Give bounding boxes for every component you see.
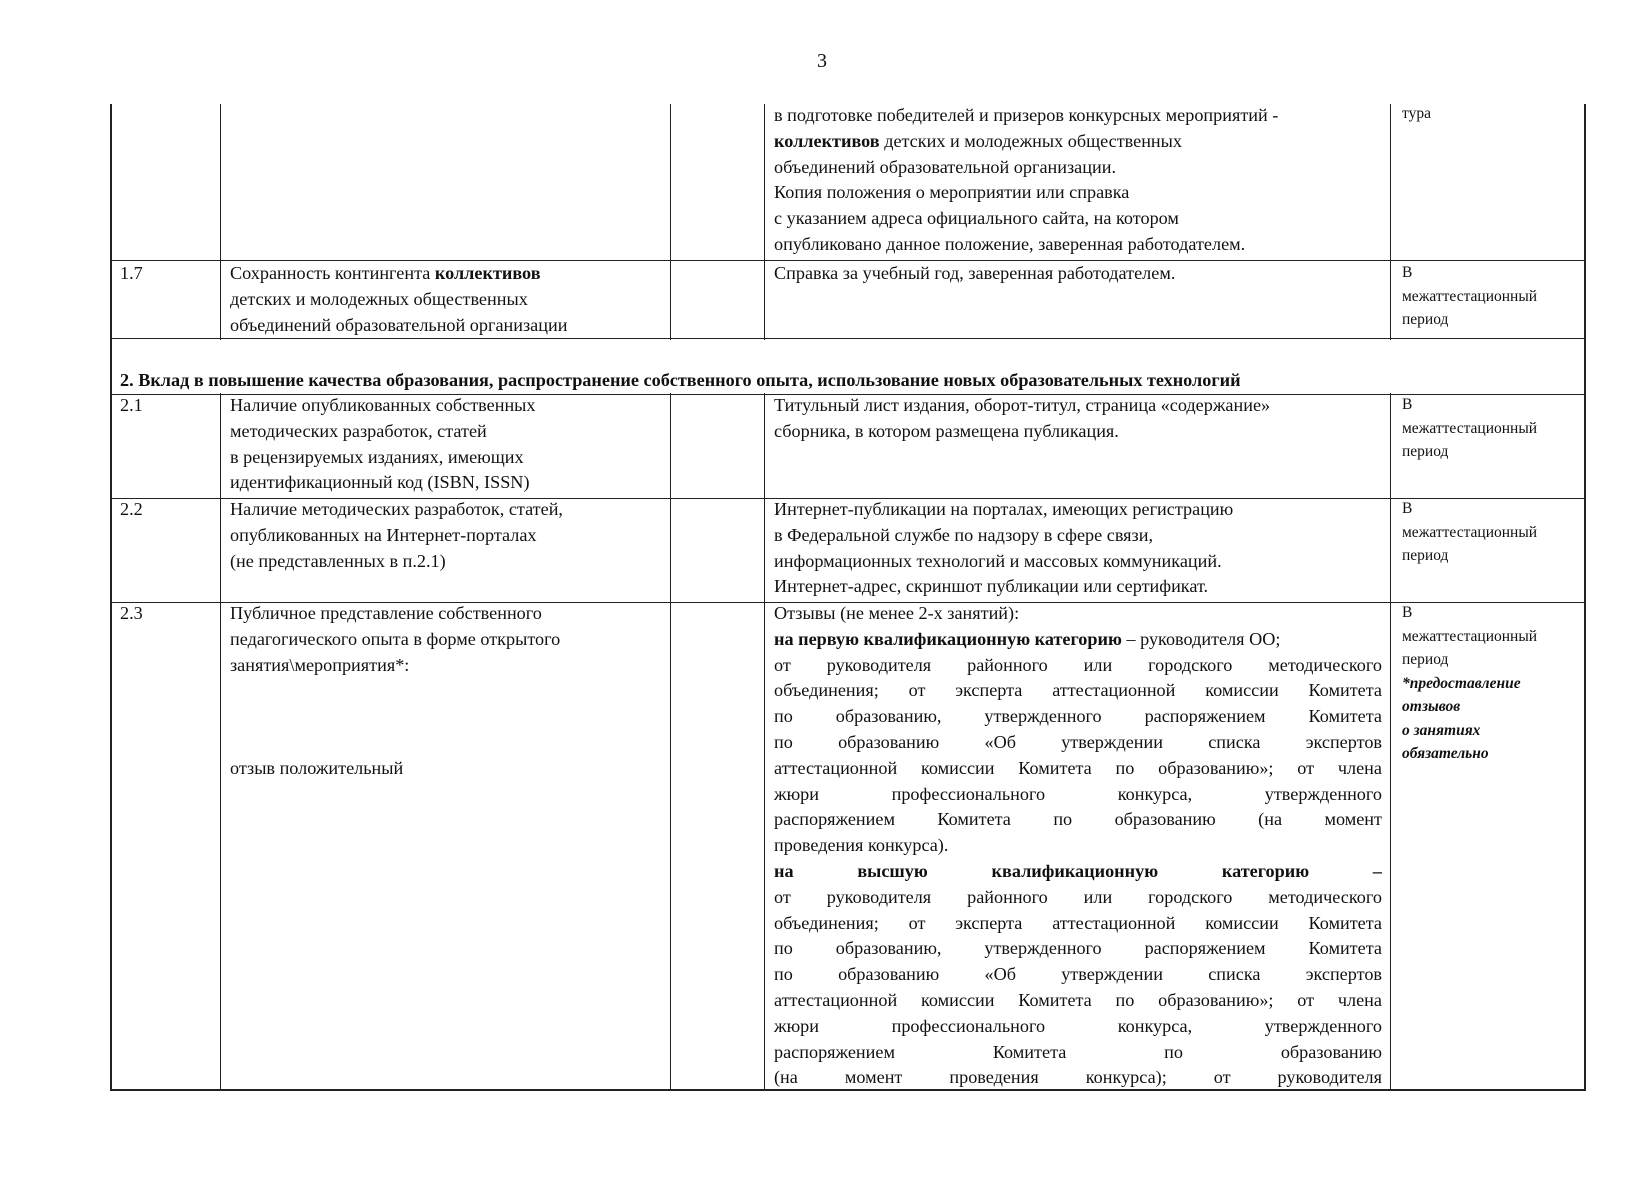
word: Комитета — [937, 809, 1011, 830]
indicator-text: Публичное представление собственного педагогического опыта в форме открытого занятия\мероприятия*: — [230, 603, 561, 675]
word: комиссии — [1205, 680, 1279, 701]
first-category-line — [774, 704, 1382, 730]
word: образованию — [838, 731, 940, 752]
word: жюри — [774, 1015, 819, 1036]
word: эксперта — [955, 912, 1023, 933]
word: городского — [1148, 654, 1233, 675]
first-category-line — [774, 653, 1382, 679]
row-number: 2.3 — [120, 603, 143, 623]
document-text: Справка за учебный год, заверенная работодателем. — [774, 263, 1176, 283]
document-text: Отзывы (не менее 2-х занятий): на первую квалификационную категорию – руководителя ОО; от руководителя районного или городского методического объединения; от эксперта аттестационной комиссии Комитета по образованию, утвержденного распоряжением Комитета по образованию «Об утверждении списка экспертов аттестационной комиссии Комитета по образованию»; от члена жюри профессионального конкурса, утвержденного распоряжением Комитета по образованию (на момент проведения конкурса). на высшую квалификационную категорию – от руководителя районного или городского методического объединения; от эксперта аттестационной комиссии Комитета по образованию, утвержденного распоряжением Комитета по образованию «Об утверждении списка экспертов аттестационной комиссии Комитета по образованию»; от члена жюри профессионального конкурса, утвержденного распоряжением Комитета по образованию (на момент проведения конкурса); от руководителя — [774, 601, 1382, 1091]
word: Комитета — [1018, 757, 1092, 778]
note-text: *предоставление — [1402, 674, 1521, 692]
first-category-line — [774, 782, 1382, 808]
word: или — [1083, 654, 1113, 675]
word: Комитета — [1308, 706, 1382, 727]
word: комиссии — [920, 757, 995, 778]
word: профессионального — [891, 783, 1046, 804]
word: проведения — [949, 1067, 1039, 1088]
word: списка — [1208, 731, 1261, 752]
word: по — [1053, 809, 1073, 830]
word: члена — [1337, 989, 1382, 1010]
word: от — [774, 886, 791, 907]
criteria-table — [110, 104, 1586, 1091]
first-category-line — [774, 756, 1382, 782]
word: списка — [1208, 964, 1261, 985]
word: – — [1372, 860, 1382, 881]
word: конкурса); — [1085, 1067, 1167, 1088]
second-category-heading — [774, 859, 1382, 885]
row-number: 2.2 — [120, 499, 143, 519]
period-text: тура — [1402, 105, 1431, 122]
word: момент — [844, 1067, 903, 1088]
second-category-line — [774, 988, 1382, 1014]
word: аттестационной — [774, 757, 898, 778]
word: по — [774, 706, 793, 727]
period-text: В межаттестационный период — [1402, 396, 1538, 460]
word: аттестационной — [1052, 680, 1176, 701]
word: образованию, — [835, 706, 942, 727]
word: по — [774, 731, 793, 752]
word: Комитета — [992, 1041, 1067, 1062]
word: утвержденного — [1264, 1015, 1382, 1036]
word: по — [1115, 757, 1135, 778]
word: по — [1164, 1041, 1183, 1062]
first-category-line — [774, 678, 1382, 704]
document-text: Интернет-публикации на порталах, имеющих регистрацию в Федеральной службе по надзору в сфере связи, информационных технологий и массовых коммуникаций. Интернет-адрес, скриншот публикации или сертификат. — [774, 499, 1234, 597]
word: (на — [774, 1067, 798, 1088]
column-divider — [1390, 104, 1391, 1091]
note-text: о занятиях — [1402, 721, 1481, 739]
word: комиссии — [1205, 912, 1279, 933]
word: конкурса, — [1117, 783, 1193, 804]
indicator-text: Наличие методических разработок, статей, опубликованных на Интернет-порталах (не представленных в п.2.1) — [230, 499, 563, 571]
second-category-line — [774, 936, 1382, 962]
word: на — [774, 860, 794, 881]
word: методического — [1268, 886, 1382, 907]
word: утвержденного — [984, 706, 1102, 727]
word: квалификационную — [991, 860, 1159, 881]
word: высшую — [857, 860, 928, 881]
second-category-line — [774, 1065, 1382, 1091]
period-text: В межаттестационный период — [1402, 500, 1538, 564]
word: распоряжением — [774, 809, 895, 830]
word: утвержденного — [984, 938, 1102, 959]
word: распоряжением — [774, 1041, 895, 1062]
period-text: В межаттестационный период *предоставление отзывов о занятиях обязательно — [1402, 601, 1537, 766]
word: от — [1213, 1067, 1231, 1088]
word: аттестационной — [1052, 912, 1176, 933]
word: объединения; — [774, 912, 879, 933]
word: «Об — [984, 731, 1016, 752]
word: образованию — [1114, 809, 1216, 830]
word: распоряжением — [1144, 938, 1266, 959]
word: (на — [1258, 809, 1283, 830]
word: Комитета — [1308, 680, 1382, 701]
indicator-text: Наличие опубликованных собственных методических разработок, статей в рецензируемых изданиях, имеющих идентификационный код (ISBN, ISSN) — [230, 395, 536, 493]
word: момент — [1324, 809, 1382, 830]
word: конкурса, — [1117, 1015, 1193, 1036]
document-text: Титульный лист издания, оборот-титул, страница «содержание» сборника, в котором размещена публикация. — [774, 395, 1271, 441]
column-divider — [670, 104, 671, 1091]
indicator-text: Сохранность контингента коллективов детских и молодежных общественных объединений образовательной организации — [230, 263, 568, 335]
word: по — [774, 938, 793, 959]
word: утверждении — [1061, 964, 1163, 985]
word: от — [1297, 989, 1315, 1010]
word: районного — [967, 654, 1048, 675]
column-divider — [220, 104, 221, 1091]
word: руководителя — [826, 886, 932, 907]
word: от — [908, 912, 926, 933]
word: от — [774, 654, 791, 675]
word: руководителя — [826, 654, 932, 675]
word: от — [908, 680, 926, 701]
word: аттестационной — [774, 989, 898, 1010]
second-category-line — [774, 911, 1382, 937]
review-text: отзыв положительный — [230, 758, 404, 778]
word: жюри — [774, 783, 819, 804]
page-number: 3 — [817, 50, 827, 72]
word: образованию, — [835, 938, 942, 959]
row-number: 2.1 — [120, 395, 143, 415]
word: Комитета — [1018, 989, 1092, 1010]
word: районного — [967, 886, 1048, 907]
second-category-line — [774, 962, 1382, 988]
word: образованию — [1280, 1041, 1382, 1062]
section-heading: 2. Вклад в повышение качества образования, распространение собственного опыта, использование новых образовательных технологий — [120, 370, 1241, 390]
column-divider — [764, 104, 765, 1091]
word: экспертов — [1305, 731, 1382, 752]
second-category-line — [774, 1040, 1382, 1066]
word: члена — [1337, 757, 1382, 778]
word: образованию»; — [1158, 989, 1274, 1010]
word: образованию — [838, 964, 940, 985]
word: Комитета — [1308, 912, 1382, 933]
period-text: В межаттестационный период — [1402, 264, 1538, 328]
word: или — [1083, 886, 1113, 907]
first-category-line — [774, 730, 1382, 756]
second-category-line — [774, 885, 1382, 911]
row-number: 1.7 — [120, 263, 143, 283]
word: профессионального — [891, 1015, 1046, 1036]
word: объединения; — [774, 680, 879, 701]
word: эксперта — [955, 680, 1023, 701]
word: комиссии — [920, 989, 995, 1010]
word: образованию»; — [1158, 757, 1274, 778]
word: утверждении — [1061, 731, 1163, 752]
note-text: отзывов — [1402, 698, 1461, 715]
word: экспертов — [1305, 964, 1382, 985]
word: «Об — [984, 964, 1016, 985]
word: по — [774, 964, 793, 985]
document-text: в подготовке победителей и призеров конкурсных мероприятий - коллективов детских и молодежных общественных объединений образовательной организации. Копия положения о мероприятии или справка с указанием адреса официального сайта, на котором опубликовано данное положение, заверенная работодателем. — [774, 105, 1279, 254]
word: Комитета — [1308, 938, 1382, 959]
word: методического — [1268, 654, 1382, 675]
word: утвержденного — [1264, 783, 1382, 804]
word: руководителя — [1277, 1067, 1382, 1088]
second-category-line — [774, 1014, 1382, 1040]
note-text: обязательно — [1402, 745, 1489, 762]
word: от — [1297, 757, 1315, 778]
word: распоряжением — [1144, 706, 1266, 727]
word: городского — [1148, 886, 1233, 907]
word: категорию — [1221, 860, 1310, 881]
word: по — [1115, 989, 1135, 1010]
first-category-line — [774, 807, 1382, 833]
